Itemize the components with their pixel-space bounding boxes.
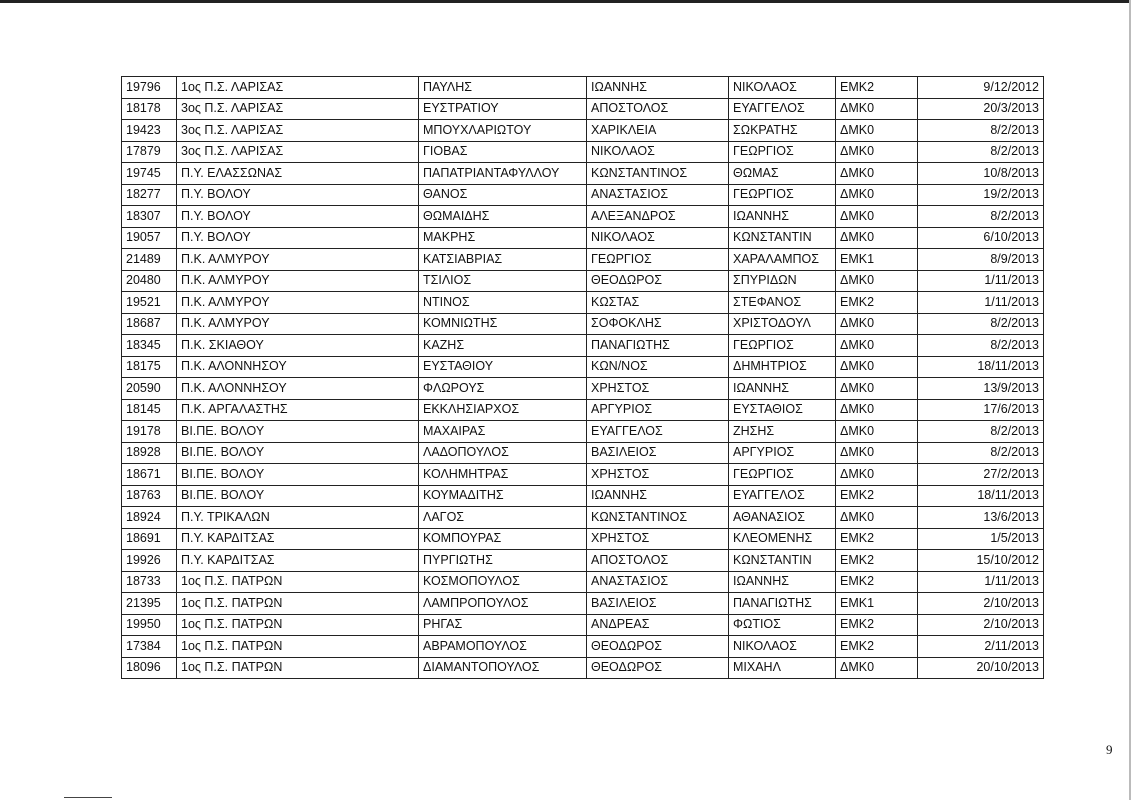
table-row: [122, 657, 1044, 679]
cell-surname: ΠΑΠΑΤΡΙΑΝΤΑΦΥΛΛΟΥ: [419, 163, 587, 185]
cell-date: 18/11/2013: [918, 485, 1044, 507]
cell-unit: 1ος Π.Σ. ΠΑΤΡΩΝ: [177, 571, 419, 593]
cell-first-name: ΕΥΑΓΓΕΛΟΣ: [587, 421, 729, 443]
cell-date: 1/11/2013: [918, 571, 1044, 593]
cell-first-name: ΒΑΣΙΛΕΙΟΣ: [587, 593, 729, 615]
cell-id: 17384: [122, 636, 177, 658]
cell-surname: ΑΒΡΑΜΟΠΟΥΛΟΣ: [419, 636, 587, 658]
cell-date: 20/10/2013: [918, 657, 1044, 679]
cell-surname: ΜΑΚΡΗΣ: [419, 227, 587, 249]
page-number: 9: [1106, 742, 1113, 757]
cell-id: 18096: [122, 657, 177, 679]
cell-date: 2/10/2013: [918, 593, 1044, 615]
cell-id: 18277: [122, 184, 177, 206]
table-row: [122, 313, 1044, 335]
cell-father-name: ΕΥΑΓΓΕΛΟΣ: [729, 98, 836, 120]
cell-category: ΔΜΚ0: [836, 335, 918, 357]
cell-id: 17879: [122, 141, 177, 163]
cell-id: 18928: [122, 442, 177, 464]
cell-category: ΔΜΚ0: [836, 98, 918, 120]
cell-category: ΔΜΚ0: [836, 313, 918, 335]
cell-first-name: ΑΠΟΣΤΟΛΟΣ: [587, 98, 729, 120]
cell-father-name: ΚΩΝΣΤΑΝΤΙΝ: [729, 550, 836, 572]
cell-id: 19057: [122, 227, 177, 249]
cell-father-name: ΓΕΩΡΓΙΟΣ: [729, 464, 836, 486]
cell-first-name: ΑΛΕΞΑΝΔΡΟΣ: [587, 206, 729, 228]
cell-date: 8/2/2013: [918, 442, 1044, 464]
cell-surname: ΓΙΟΒΑΣ: [419, 141, 587, 163]
cell-first-name: ΚΩΣΤΑΣ: [587, 292, 729, 314]
cell-unit: 1ος Π.Σ. ΠΑΤΡΩΝ: [177, 593, 419, 615]
cell-category: ΔΜΚ0: [836, 270, 918, 292]
table-row: [122, 636, 1044, 658]
cell-id: 18178: [122, 98, 177, 120]
cell-surname: ΚΟΣΜΟΠΟΥΛΟΣ: [419, 571, 587, 593]
cell-surname: ΕΚΚΛΗΣΙΑΡΧΟΣ: [419, 399, 587, 421]
cell-first-name: ΚΩΝΣΤΑΝΤΙΝΟΣ: [587, 163, 729, 185]
cell-date: 18/11/2013: [918, 356, 1044, 378]
cell-first-name: ΘΕΟΔΩΡΟΣ: [587, 636, 729, 658]
cell-date: 20/3/2013: [918, 98, 1044, 120]
cell-category: ΔΜΚ0: [836, 421, 918, 443]
cell-first-name: ΘΕΟΔΩΡΟΣ: [587, 657, 729, 679]
cell-surname: ΚΟΜΝΙΩΤΗΣ: [419, 313, 587, 335]
cell-id: 18345: [122, 335, 177, 357]
cell-surname: ΚΑΤΣΙΑΒΡΙΑΣ: [419, 249, 587, 271]
cell-category: ΕΜΚ2: [836, 571, 918, 593]
cell-father-name: ΚΛΕΟΜΕΝΗΣ: [729, 528, 836, 550]
cell-unit: Π.Υ. ΚΑΡΔΙΤΣΑΣ: [177, 550, 419, 572]
cell-id: 18175: [122, 356, 177, 378]
table-row: [122, 98, 1044, 120]
cell-date: 1/11/2013: [918, 270, 1044, 292]
cell-surname: ΘΑΝΟΣ: [419, 184, 587, 206]
cell-id: 19178: [122, 421, 177, 443]
cell-surname: ΔΙΑΜΑΝΤΟΠΟΥΛΟΣ: [419, 657, 587, 679]
cell-date: 8/2/2013: [918, 206, 1044, 228]
table-row: [122, 399, 1044, 421]
cell-category: ΕΜΚ2: [836, 550, 918, 572]
cell-unit: 1ος Π.Σ. ΠΑΤΡΩΝ: [177, 614, 419, 636]
cell-unit: 1ος Π.Σ. ΠΑΤΡΩΝ: [177, 657, 419, 679]
cell-id: 18924: [122, 507, 177, 529]
cell-first-name: ΓΕΩΡΓΙΟΣ: [587, 249, 729, 271]
table-row: [122, 485, 1044, 507]
cell-id: 19796: [122, 77, 177, 99]
cell-unit: Π.Υ. ΕΛΑΣΣΩΝΑΣ: [177, 163, 419, 185]
cell-unit: Π.Κ. ΑΛΜΥΡΟΥ: [177, 270, 419, 292]
cell-unit: 3ος Π.Σ. ΛΑΡΙΣΑΣ: [177, 120, 419, 142]
cell-unit: Π.Υ. ΤΡΙΚΑΛΩΝ: [177, 507, 419, 529]
cell-father-name: ΙΩΑΝΝΗΣ: [729, 378, 836, 400]
cell-category: ΔΜΚ0: [836, 399, 918, 421]
cell-id: 20590: [122, 378, 177, 400]
cell-unit: Π.Κ. ΣΚΙΑΘΟΥ: [177, 335, 419, 357]
table-row: [122, 378, 1044, 400]
cell-father-name: ΘΩΜΑΣ: [729, 163, 836, 185]
cell-category: ΔΜΚ0: [836, 141, 918, 163]
cell-date: 2/11/2013: [918, 636, 1044, 658]
cell-father-name: ΓΕΩΡΓΙΟΣ: [729, 141, 836, 163]
cell-surname: ΛΑΜΠΡΟΠΟΥΛΟΣ: [419, 593, 587, 615]
table-row: [122, 184, 1044, 206]
cell-category: ΕΜΚ1: [836, 249, 918, 271]
cell-surname: ΦΛΩΡΟΥΣ: [419, 378, 587, 400]
cell-id: 18691: [122, 528, 177, 550]
cell-father-name: ΑΡΓΥΡΙΟΣ: [729, 442, 836, 464]
personnel-table: [121, 76, 1044, 679]
cell-id: 18145: [122, 399, 177, 421]
cell-first-name: ΚΩΝΣΤΑΝΤΙΝΟΣ: [587, 507, 729, 529]
cell-surname: ΘΩΜΑΙΔΗΣ: [419, 206, 587, 228]
cell-category: ΕΜΚ2: [836, 485, 918, 507]
cell-surname: ΠΥΡΓΙΩΤΗΣ: [419, 550, 587, 572]
cell-category: ΕΜΚ2: [836, 292, 918, 314]
cell-surname: ΜΑΧΑΙΡΑΣ: [419, 421, 587, 443]
cell-father-name: ΙΩΑΝΝΗΣ: [729, 571, 836, 593]
cell-category: ΕΜΚ2: [836, 636, 918, 658]
table-row: [122, 227, 1044, 249]
cell-surname: ΛΑΓΟΣ: [419, 507, 587, 529]
table-body: [122, 77, 1044, 679]
table-row: [122, 571, 1044, 593]
cell-date: 27/2/2013: [918, 464, 1044, 486]
cell-unit: Π.Κ. ΑΛΜΥΡΟΥ: [177, 313, 419, 335]
table-row: [122, 249, 1044, 271]
cell-father-name: ΜΙΧΑΗΛ: [729, 657, 836, 679]
cell-id: 18733: [122, 571, 177, 593]
cell-father-name: ΑΘΑΝΑΣΙΟΣ: [729, 507, 836, 529]
cell-unit: 3ος Π.Σ. ΛΑΡΙΣΑΣ: [177, 98, 419, 120]
cell-first-name: ΧΡΗΣΤΟΣ: [587, 464, 729, 486]
table-row: [122, 120, 1044, 142]
cell-first-name: ΑΝΔΡΕΑΣ: [587, 614, 729, 636]
cell-father-name: ΚΩΝΣΤΑΝΤΙΝ: [729, 227, 836, 249]
cell-date: 13/9/2013: [918, 378, 1044, 400]
table-row: [122, 593, 1044, 615]
cell-id: 20480: [122, 270, 177, 292]
cell-category: ΔΜΚ0: [836, 657, 918, 679]
cell-date: 8/9/2013: [918, 249, 1044, 271]
cell-father-name: ΓΕΩΡΓΙΟΣ: [729, 335, 836, 357]
cell-category: ΔΜΚ0: [836, 227, 918, 249]
cell-category: ΕΜΚ2: [836, 528, 918, 550]
cell-first-name: ΑΝΑΣΤΑΣΙΟΣ: [587, 571, 729, 593]
cell-unit: ΒΙ.ΠΕ. ΒΟΛΟΥ: [177, 464, 419, 486]
table-row: [122, 507, 1044, 529]
table-row: [122, 335, 1044, 357]
cell-first-name: ΧΡΗΣΤΟΣ: [587, 378, 729, 400]
cell-unit: ΒΙ.ΠΕ. ΒΟΛΟΥ: [177, 485, 419, 507]
cell-date: 2/10/2013: [918, 614, 1044, 636]
cell-date: 8/2/2013: [918, 120, 1044, 142]
cell-unit: Π.Υ. ΒΟΛΟΥ: [177, 184, 419, 206]
cell-first-name: ΚΩΝ/ΝΟΣ: [587, 356, 729, 378]
cell-date: 8/2/2013: [918, 141, 1044, 163]
table-row: [122, 141, 1044, 163]
cell-id: 19521: [122, 292, 177, 314]
cell-first-name: ΒΑΣΙΛΕΙΟΣ: [587, 442, 729, 464]
cell-unit: 1ος Π.Σ. ΛΑΡΙΣΑΣ: [177, 77, 419, 99]
cell-surname: ΛΑΔΟΠΟΥΛΟΣ: [419, 442, 587, 464]
cell-father-name: ΠΑΝΑΓΙΩΤΗΣ: [729, 593, 836, 615]
cell-id: 19745: [122, 163, 177, 185]
cell-first-name: ΠΑΝΑΓΙΩΤΗΣ: [587, 335, 729, 357]
table-row: [122, 550, 1044, 572]
cell-date: 1/11/2013: [918, 292, 1044, 314]
cell-first-name: ΙΩΑΝΝΗΣ: [587, 77, 729, 99]
cell-id: 18687: [122, 313, 177, 335]
cell-surname: ΚΟΥΜΑΔΙΤΗΣ: [419, 485, 587, 507]
table-row: [122, 206, 1044, 228]
cell-first-name: ΝΙΚΟΛΑΟΣ: [587, 227, 729, 249]
cell-date: 1/5/2013: [918, 528, 1044, 550]
cell-id: 19423: [122, 120, 177, 142]
cell-father-name: ΕΥΣΤΑΘΙΟΣ: [729, 399, 836, 421]
cell-id: 18307: [122, 206, 177, 228]
cell-date: 8/2/2013: [918, 421, 1044, 443]
cell-category: ΕΜΚ2: [836, 614, 918, 636]
cell-unit: ΒΙ.ΠΕ. ΒΟΛΟΥ: [177, 442, 419, 464]
cell-surname: ΚΑΖΗΣ: [419, 335, 587, 357]
table-row: [122, 442, 1044, 464]
cell-surname: ΤΣΙΛΙΟΣ: [419, 270, 587, 292]
cell-surname: ΠΑΥΛΗΣ: [419, 77, 587, 99]
cell-category: ΕΜΚ1: [836, 593, 918, 615]
cell-father-name: ΖΗΣΗΣ: [729, 421, 836, 443]
top-edge-rule: [0, 0, 1131, 3]
cell-id: 21395: [122, 593, 177, 615]
table-row: [122, 614, 1044, 636]
cell-surname: ΕΥΣΤΡΑΤΙΟΥ: [419, 98, 587, 120]
cell-unit: Π.Υ. ΒΟΛΟΥ: [177, 206, 419, 228]
cell-category: ΔΜΚ0: [836, 442, 918, 464]
table-row: [122, 356, 1044, 378]
table-row: [122, 528, 1044, 550]
cell-id: 18763: [122, 485, 177, 507]
cell-id: 21489: [122, 249, 177, 271]
cell-unit: ΒΙ.ΠΕ. ΒΟΛΟΥ: [177, 421, 419, 443]
cell-category: ΔΜΚ0: [836, 184, 918, 206]
cell-surname: ΚΟΜΠΟΥΡΑΣ: [419, 528, 587, 550]
scan-mark: [64, 797, 112, 798]
cell-category: ΕΜΚ2: [836, 77, 918, 99]
cell-father-name: ΝΙΚΟΛΑΟΣ: [729, 77, 836, 99]
cell-father-name: ΦΩΤΙΟΣ: [729, 614, 836, 636]
cell-unit: Π.Κ. ΑΛΜΥΡΟΥ: [177, 249, 419, 271]
cell-first-name: ΘΕΟΔΩΡΟΣ: [587, 270, 729, 292]
cell-date: 17/6/2013: [918, 399, 1044, 421]
cell-category: ΔΜΚ0: [836, 356, 918, 378]
cell-unit: Π.Κ. ΑΛΟΝΝΗΣΟΥ: [177, 378, 419, 400]
cell-category: ΔΜΚ0: [836, 507, 918, 529]
cell-unit: Π.Κ. ΑΡΓΑΛΑΣΤΗΣ: [177, 399, 419, 421]
table-row: [122, 163, 1044, 185]
cell-date: 15/10/2012: [918, 550, 1044, 572]
cell-first-name: ΑΠΟΣΤΟΛΟΣ: [587, 550, 729, 572]
cell-first-name: ΧΡΗΣΤΟΣ: [587, 528, 729, 550]
cell-unit: Π.Υ. ΒΟΛΟΥ: [177, 227, 419, 249]
cell-date: 9/12/2012: [918, 77, 1044, 99]
cell-father-name: ΧΑΡΑΛΑΜΠΟΣ: [729, 249, 836, 271]
table-row: [122, 77, 1044, 99]
table-row: [122, 270, 1044, 292]
cell-category: ΔΜΚ0: [836, 206, 918, 228]
cell-id: 18671: [122, 464, 177, 486]
cell-father-name: ΔΗΜΗΤΡΙΟΣ: [729, 356, 836, 378]
cell-father-name: ΧΡΙΣΤΟΔΟΥΛ: [729, 313, 836, 335]
cell-category: ΔΜΚ0: [836, 378, 918, 400]
cell-unit: Π.Κ. ΑΛΜΥΡΟΥ: [177, 292, 419, 314]
cell-date: 13/6/2013: [918, 507, 1044, 529]
cell-first-name: ΙΩΑΝΝΗΣ: [587, 485, 729, 507]
table-row: [122, 421, 1044, 443]
cell-father-name: ΕΥΑΓΓΕΛΟΣ: [729, 485, 836, 507]
cell-id: 19926: [122, 550, 177, 572]
cell-unit: 1ος Π.Σ. ΠΑΤΡΩΝ: [177, 636, 419, 658]
cell-father-name: ΣΩΚΡΑΤΗΣ: [729, 120, 836, 142]
cell-surname: ΕΥΣΤΑΘΙΟΥ: [419, 356, 587, 378]
cell-first-name: ΝΙΚΟΛΑΟΣ: [587, 141, 729, 163]
cell-father-name: ΣΠΥΡΙΔΩΝ: [729, 270, 836, 292]
cell-unit: Π.Υ. ΚΑΡΔΙΤΣΑΣ: [177, 528, 419, 550]
cell-id: 19950: [122, 614, 177, 636]
cell-first-name: ΧΑΡΙΚΛΕΙΑ: [587, 120, 729, 142]
cell-surname: ΚΟΛΗΜΗΤΡΑΣ: [419, 464, 587, 486]
cell-date: 10/8/2013: [918, 163, 1044, 185]
cell-date: 8/2/2013: [918, 335, 1044, 357]
cell-first-name: ΑΝΑΣΤΑΣΙΟΣ: [587, 184, 729, 206]
cell-surname: ΝΤΙΝΟΣ: [419, 292, 587, 314]
cell-date: 19/2/2013: [918, 184, 1044, 206]
cell-unit: 3ος Π.Σ. ΛΑΡΙΣΑΣ: [177, 141, 419, 163]
cell-category: ΔΜΚ0: [836, 464, 918, 486]
cell-father-name: ΣΤΕΦΑΝΟΣ: [729, 292, 836, 314]
cell-category: ΔΜΚ0: [836, 163, 918, 185]
cell-father-name: ΝΙΚΟΛΑΟΣ: [729, 636, 836, 658]
cell-father-name: ΙΩΑΝΝΗΣ: [729, 206, 836, 228]
cell-father-name: ΓΕΩΡΓΙΟΣ: [729, 184, 836, 206]
cell-first-name: ΣΟΦΟΚΛΗΣ: [587, 313, 729, 335]
table-row: [122, 292, 1044, 314]
cell-surname: ΜΠΟΥΧΛΑΡΙΩΤΟΥ: [419, 120, 587, 142]
cell-date: 8/2/2013: [918, 313, 1044, 335]
cell-unit: Π.Κ. ΑΛΟΝΝΗΣΟΥ: [177, 356, 419, 378]
cell-first-name: ΑΡΓΥΡΙΟΣ: [587, 399, 729, 421]
cell-surname: ΡΗΓΑΣ: [419, 614, 587, 636]
cell-date: 6/10/2013: [918, 227, 1044, 249]
cell-category: ΔΜΚ0: [836, 120, 918, 142]
table-row: [122, 464, 1044, 486]
